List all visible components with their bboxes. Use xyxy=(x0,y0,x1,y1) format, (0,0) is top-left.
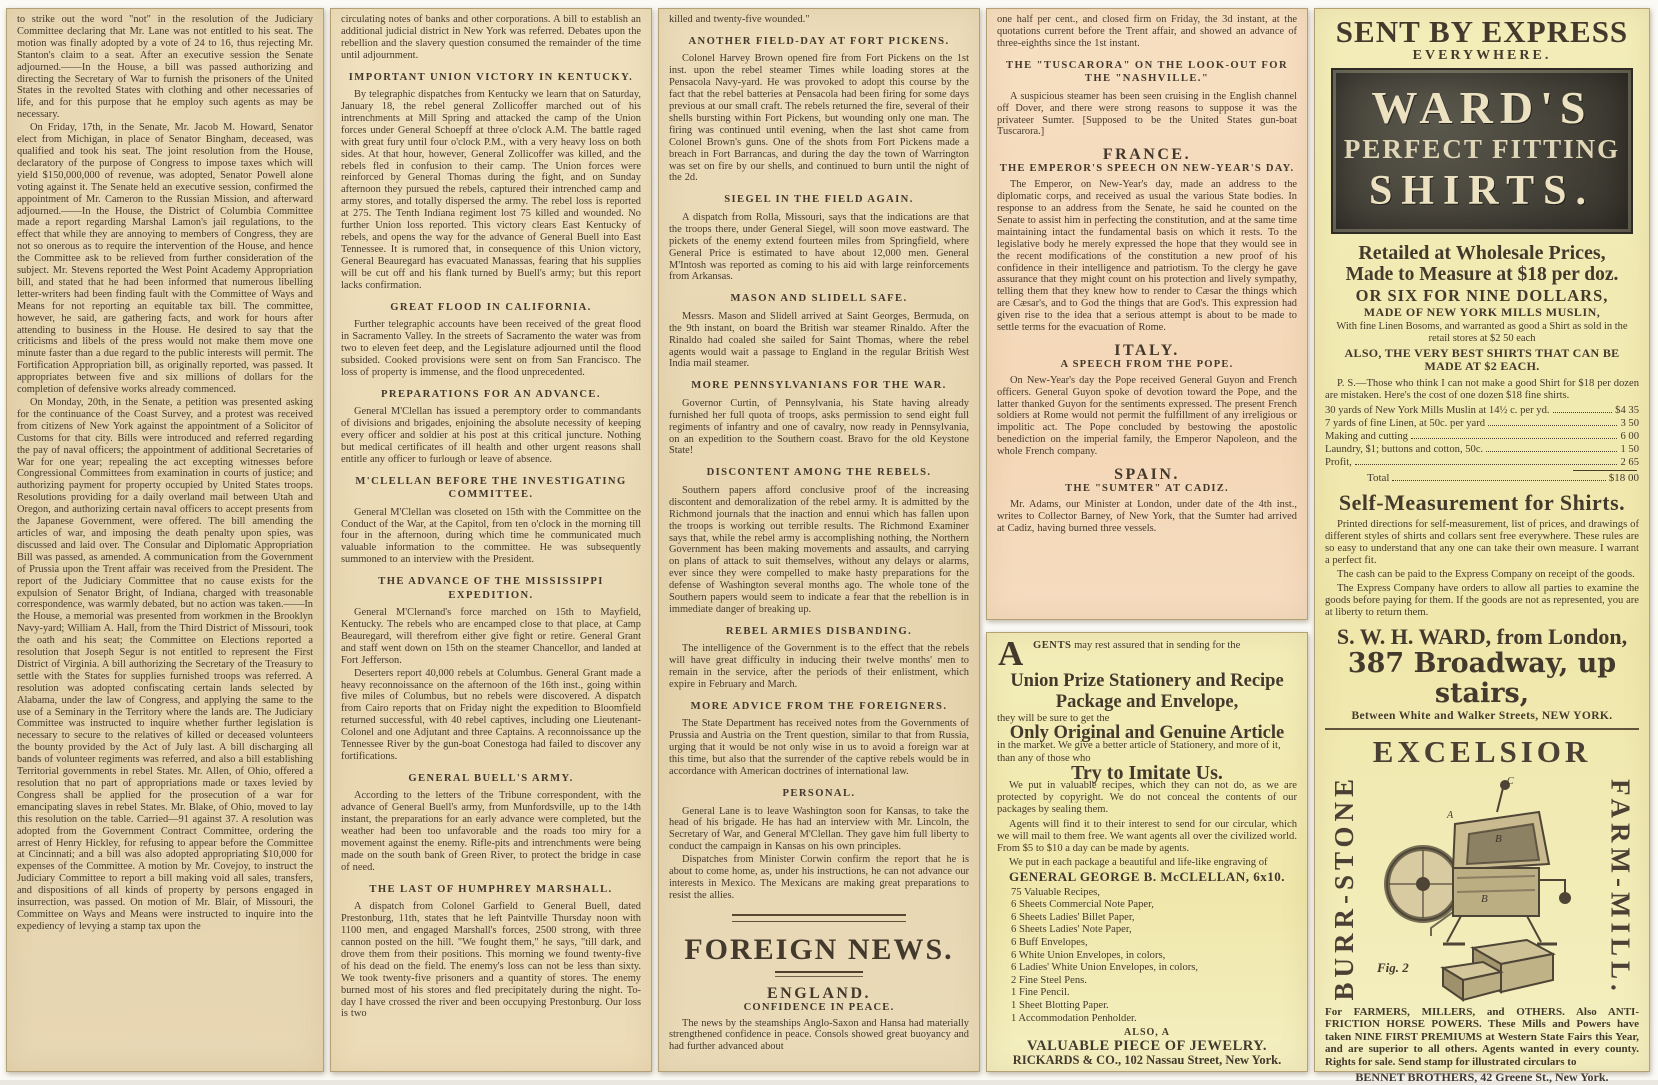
best-shirts-line: ALSO, THE VERY BEST SHIRTS THAT CAN BE MADE AT $2 EACH. xyxy=(1344,345,1620,374)
postscript-paragraph: P. S.—Those who think I can not make a good Shirt for $18 per dozen are mistaken. Here's the cost of one dozen $18 fine shirts. xyxy=(1325,377,1639,401)
muslin-line: MADE OF NEW YORK MILLS MUSLIN, xyxy=(1363,305,1601,319)
wards-brand: WARD'S xyxy=(1371,82,1593,133)
self-measurement-heading: Self-Measurement for Shirts. xyxy=(1338,489,1626,515)
divider-rule xyxy=(775,971,863,977)
article-headline: GREAT FLOOD IN CALIFORNIA. xyxy=(390,301,592,313)
news-clipping-europe xyxy=(986,8,1308,620)
cost-total-row xyxy=(1325,472,1639,484)
article-subheadline: THE "SUMTER" AT CADIZ. xyxy=(1065,483,1229,494)
excelsior-figure-block xyxy=(1325,772,1639,1004)
article-paragraph: to strike out the word "not" in the resolution of the Judiciary Committee declaring that Mr. Lane was not entitled to his seat. The motion was finally adopted by a vote of 24 to 16, thus rejecting Mr. Stanton's claim to a seat. After an executive session the Senate adjourned.——In the House, a bill was passed authorizing and directing the Secretary of War to furnish the prisoners of the United States in the revolted States with clothing and other necessaries of life, and for this purpose that he employ such agents as may be necessary. xyxy=(17,14,313,121)
farm-mill-vertical-label: FARM-MILL. xyxy=(1605,779,1636,996)
ad-product-title-line2: Package and Envelope, xyxy=(1055,692,1239,712)
column-foreign-and-ad xyxy=(986,8,1308,1072)
wards-and-excelsior-ads xyxy=(1314,8,1650,1084)
article-paragraph: General M'Clellan has issued a peremptory order to commandants of divisions and brigades, enjoining the absolute necessity of keeping every officer and soldier at his post at this critical juncture. Nothing but medical certificates of ill health and other urgent reasons shall entitle any officer to furlough or leave of absence. xyxy=(341,406,641,465)
article-headline: MORE PENNSYLVANIANS FOR THE WAR. xyxy=(691,380,947,392)
agents-stationery-ad xyxy=(986,632,1308,1072)
cost-row: Laundry, $1; buttons and cotton, 50c. 1 50 xyxy=(1325,443,1639,455)
ad-opening-line xyxy=(997,634,1297,673)
article-subheadline: THE EMPEROR'S SPEECH ON NEW-YEAR'S DAY. xyxy=(999,163,1295,175)
package-contents-item: 6 White Union Envelopes, in colors, xyxy=(1011,949,1166,961)
svg-text:B: B xyxy=(1481,892,1488,905)
article-paragraph: A dispatch from Rolla, Missouri, says that the indications are that the troops there, under General Siegel, will soon move eastward. The pickets of the enemy extend fourteen miles from Springfield, where General Price is estimated to have about 12,000 men. General M'Intosh was reported as coming to his aid with large reinforcements from Arkansas. xyxy=(669,211,969,283)
package-contents-item: 6 Sheets Ladies' Billet Paper, xyxy=(1011,911,1135,923)
article-headline: DISCONTENT AMONG THE REBELS. xyxy=(706,467,932,479)
news-clipping-foreign-news xyxy=(658,8,980,1072)
ad-engraving-name: GENERAL GEORGE B. McCLELLAN, 6x10. xyxy=(1009,869,1285,885)
news-clipping-congress xyxy=(6,8,324,1072)
country-heading: ENGLAND. xyxy=(766,984,871,1002)
linen-bosoms-line: With fine Linen Bosoms, and warranted as good a Shirt as sold in the retail stores at $2 50 each xyxy=(1336,321,1628,344)
package-contents-item: 75 Valuable Recipes, xyxy=(1011,886,1100,898)
ward-signature-name: S. W. H. WARD, from London, xyxy=(1336,623,1628,649)
ad-engraving-paragraph: We put in each package a beautiful and life-like engraving of xyxy=(1009,857,1268,869)
farm-mill-engraving xyxy=(1363,772,1601,1004)
cost-row: 7 yards of fine Linen, at 50c. per yard 3 50 xyxy=(1325,417,1639,429)
article-headline: REBEL ARMIES DISBANDING. xyxy=(725,625,913,637)
package-contents-item: 1 Accommodation Penholder. xyxy=(1011,1012,1137,1024)
article-paragraph: The intelligence of the Government is to the effect that the rebels will have great difficulty in inducing their twelve months' men to remain in the service, after the periods of their enlistment, which expire in February and March. xyxy=(669,643,969,691)
article-headline: IMPORTANT UNION VICTORY IN KENTUCKY. xyxy=(348,71,634,83)
article-headline: THE "TUSCARORA" ON THE LOOK-OUT FOR THE "NASHVILLE." xyxy=(1006,59,1288,85)
news-clipping-kentucky-victory xyxy=(330,8,652,1072)
article-paragraph: Messrs. Mason and Slidell arrived at Saint Georges, Bermuda, on the 9th instant, on board the British war steamer Rinaldo. After the Rinaldo had coaled she sailed for Saint Thomas, where the rebel agents would wait a passage to England in the regular British West India mail steamer. xyxy=(669,310,969,370)
article-headline: GENERAL BUELL'S ARMY. xyxy=(408,772,574,784)
ad-recipes-paragraph: We put in valuable recipes, which they can not do, as we are protected by copyright. We do not conceal the contents of our packages by sealing them. xyxy=(997,780,1297,816)
article-paragraph: A dispatch from Colonel Garfield to General Buell, dated Prestonburg, 11th, states that he left Paintville Thursday noon with 1100 men, and engaged Marshall's forces, 2500 strong, with three cannon posted on the hill. "We fought them," he says, "till dark, and drove them from their positions. This morning we found twenty-five of his dead on the field. The enemy's loss can not be less than sixty. We took twenty-five prisoners and a quantity of stores. The enemy burned most of his stores and fled precipitately during the night. To-day I have crossed the river and been occupying Prestonburg. Our loss is two xyxy=(341,901,641,1020)
column-war-news-1 xyxy=(330,8,652,1072)
retail-price-line1: Retailed at Wholesale Prices, xyxy=(1358,242,1606,264)
article-headline: THE LAST OF HUMPHREY MARSHALL. xyxy=(369,883,613,895)
article-subheadline: A SPEECH FROM THE POPE. xyxy=(1060,358,1234,370)
wards-shirts-plate xyxy=(1331,68,1633,234)
country-heading: FRANCE. xyxy=(1102,146,1192,164)
package-contents-item: 6 Ladies' White Union Envelopes, in colors, xyxy=(1011,962,1199,974)
ad-genuine-line: Only Original and Genuine Article xyxy=(1009,723,1285,744)
self-measurement-paragraph-1: Printed directions for self-measurement, list of prices, and drawings of different styles of shirts and collars sent free everywhere. These rules are so easy to understand that any one can take their own measure. I warrant a perfect fit. xyxy=(1325,518,1639,567)
divider-rule xyxy=(732,914,906,922)
article-paragraph: one half per cent., and closed firm on Friday, the 3d instant, at the quotations current before the Trent affair, and showed an advance of three-eighths since the 1st instant. xyxy=(997,14,1297,49)
article-paragraph: Further telegraphic accounts have been received of the great flood in Sacramento Valley. In the streets of Sacramento the water was from two to eleven feet deep, and the Legislature adjourned until the flood subsided. Cooked provisions were sent on from San Francisco. The loss of property is immense, and the flood unprecedented. xyxy=(341,319,641,378)
burr-stone-vertical-label: BURR-STONE xyxy=(1328,774,1359,1001)
article-paragraph: Dispatches from Minister Corwin confirm the report that he is about to come home, as, under his instructions, he can not advance our interests in Mexico. The Mexicans are making great preparations to resist the allies. xyxy=(669,854,969,901)
country-heading: ITALY. xyxy=(1114,341,1180,359)
perfect-fitting-line: PERFECT FITTING xyxy=(1343,134,1621,164)
bennet-brothers-address: BENNET BROTHERS, 42 Greene St., New York. xyxy=(1355,1069,1609,1084)
article-subheadline: CONFIDENCE IN PEACE. xyxy=(743,1001,895,1013)
article-headline: PREPARATIONS FOR AN ADVANCE. xyxy=(381,388,601,400)
article-paragraph: The news by the steamships Anglo-Saxon and Hansa had materially strengthened confidence in peace. Consols showed great buoyancy and had further advanced about xyxy=(669,1017,969,1053)
article-headline: PERSONAL. xyxy=(782,788,856,799)
total-dots xyxy=(1392,480,1605,481)
package-contents-item: 1 Sheet Blotting Paper. xyxy=(1011,999,1109,1011)
package-contents-item: 6 Sheets Commercial Note Paper, xyxy=(1011,899,1154,911)
ad-opening-rest: may rest assured that in sending for the xyxy=(1071,640,1241,651)
package-contents-list xyxy=(997,887,1297,1026)
ward-signature-cross-streets: Between White and Walker Streets, NEW YORK. xyxy=(1351,709,1613,722)
article-paragraph: General M'Clellan was closeted on 15th with the Committee on the Conduct of the War, at the Capitol, from ten o'clock in the morning till four in the afternoon, during which time he communicated much valuable information to the committee. He was subsequently summoned to an interview with the President. xyxy=(341,506,641,566)
ad-product-title-line1: Union Prize Stationery and Recipe xyxy=(1010,671,1284,691)
article-paragraph: On Friday, 17th, in the Senate, Mr. Jacob M. Howard, Senator elect from Michigan, in place of Senator Bingham, deceased, was qualified and took his seat. The joint resolution from the House, declaratory of the purpose of Congress to impose taxes which will yield $150,000,000 of revenue, was adopted, Senator Powell alone voting against it. The Senate held an executive session, confirmed the appointment of Mr. Cameron to the Russian Mission, and afterward adjourned.——In the House, the District of Columbia Committee made a report regarding Marshal Lamon's jail regulations, to the effect that while they are annoying to members of Congress, they are not so onerous as to require the intervention of the House, and hence the Committee ask to be relieved from further consideration of the subject. Mr. Stevens reported the West Point Academy Appropriation bill, and stated that he had been informed that numerous libelling letter-writers had been finding fault with the Committee of Ways and Means for not reporting an equitable tax bill. The committee, however, he said, are gathering facts, and work for hours after attending to business in the House. He desired to say that the criticisms and libels of the press would not make them move one minute faster than a due regard to the public interests will permit. The Fortification Appropriation bill, as originally reported, was passed. It appropriates between five and six millions of dollars for the completion of defensive works already commenced. xyxy=(17,122,313,396)
country-heading: SPAIN. xyxy=(1114,466,1180,484)
section-title: FOREIGN NEWS. xyxy=(684,932,954,966)
article-paragraph: killed and twenty-five wounded." xyxy=(669,14,810,25)
ad-agents-paragraph: Agents will find it to their interest to send for our circular, which we will mail to them free. We want agents all over the civilized world. From $5 to $10 a day can be made by agents. xyxy=(997,818,1297,855)
svg-text:C: C xyxy=(1507,775,1514,787)
everywhere-line: EVERYWHERE. xyxy=(1412,48,1552,63)
column-war-news-2 xyxy=(658,8,980,1072)
column-ads xyxy=(1314,8,1650,1084)
ad-imitate-line: Try to Imitate Us. xyxy=(1071,761,1223,784)
dropcap-letter: A xyxy=(998,634,1024,673)
article-paragraph: Governor Curtin, of Pennsylvania, his State having already furnished her full quota of troops, asks permission to send eight full regiments of infantry and one of cavalry, now ready in Pennsylvania, on an expedition to the Southern coast. Bravo for the old Keystone State! xyxy=(669,397,969,457)
ad-jewelry-line: VALUABLE PIECE OF JEWELRY. xyxy=(1027,1038,1267,1055)
ad-rickards-address: RICKARDS & CO., 102 Nassau Street, New York. xyxy=(1012,1052,1282,1067)
article-paragraph: Mr. Adams, our Minister at London, under date of the 4th inst., writes to Collector Barney, of New York, that the Sumter had arrived at Cadiz, having burned three vessels. xyxy=(997,498,1297,534)
total-value: $18 00 xyxy=(1608,471,1639,484)
article-headline: SIEGEL IN THE FIELD AGAIN. xyxy=(724,194,914,206)
article-paragraph: Colonel Harvey Brown opened fire from Fort Pickens on the 1st inst. upon the rebel steamer Times while loading stores at the Pensacola Navy-yard. He was provoked to adopt this course by the fact that the rebel batteries at Pensacola had been firing for some days previous at our small craft. The rebels returned the fire, several of their shells bursting within Fort Pickens, but wounding only one man. The firing was continued until evening, when the last shot came from Colonel Brown's guns. One of the shots from Fort Pickens made a breach in Fort Barrancas, and during the day the town of Warrington was set on fire by our shells, and continued to burn until the night of the 2d. xyxy=(669,53,969,184)
cost-row: Making and cutting 6 00 xyxy=(1325,430,1639,442)
column-congress xyxy=(6,8,324,1072)
sum-rule xyxy=(1573,470,1637,471)
article-headline: MASON AND SLIDELL SAFE. xyxy=(730,293,908,305)
self-measurement-paragraph-3: The Express Company have orders to allow all parties to examine the goods before paying for them. If the goods are not as represented, you are at liberty to return them. xyxy=(1325,583,1639,619)
article-paragraph: On New-Year's day the Pope received General Guyon and French officers. General Guyon spoke of devotion toward the Pope, and the latter thanked Guyon for the sentiments expressed. The present French soldiers at Rome would not permit the fulfillment of any irreligious or impolitic act. The Pope concluded by bestowing the apostolic benediction on the imperial family, the Emperor Napoleon, and the whole French company. xyxy=(997,374,1297,458)
svg-text:B: B xyxy=(1495,832,1502,845)
ad-sure-line: they will be sure to get the xyxy=(997,713,1110,724)
article-paragraph: According to the letters of the Tribune correspondent, with the advance of General Buell's army, from Munfordsville, up to the 14th instant, the preparations for an early advance were completed, but the weather had been too unfavorable and the roads too miry for a movement against the enemy. Rifle-pits and intrenchments were being made on the south bank of Green River, to protect the bridge in case of need. xyxy=(341,790,641,873)
article-paragraph: Southern papers afford conclusive proof of the increasing discontent and demoralization of the rebel army. It is admitted by the Richmond journals that the inaction and ennui which has fallen upon the troops is working out terrible results. The Richmond Examiner says that, while the rebel army is accomplishing nothing, the Northern Government has been making movements and assaults, and carrying on plans of attack to suit themselves, without any delays or alarms, ever since they were compelled to make hasty preparations for the defense of Washington several months ago. The whole tone of the Southern papers would seem to indicate a fear that the rebellion is in immediate danger of breaking up. xyxy=(669,484,969,615)
cost-table xyxy=(1325,404,1639,469)
svg-text:A: A xyxy=(1447,809,1454,821)
shirts-line: SHIRTS. xyxy=(1368,168,1596,214)
article-paragraph: A suspicious steamer has been seen cruising in the English channel off Dover, and there were strong reasons to suppose it was the privateer Sumter. [Supposed to be the United States gun-boat Tuscarora.] xyxy=(997,90,1297,138)
article-paragraph: circulating notes of banks and other corporations. A bill to establish an additional judicial district in New York was referred. Debates upon the rebellion and the slavery question consumed the remainder of the time until adjournment. xyxy=(341,14,641,61)
article-paragraph: General M'Clernand's force marched on 15th to Mayfield, Kentucky. The rebels who are encamped close to that place, at Camp Beauregard, will therefrom either give fight or retire. General Grant and staff went down on 15th on the steamer Chancellor, and landed at Fort Jefferson. xyxy=(341,607,641,666)
package-contents-item: 2 Fine Steel Pens. xyxy=(1011,974,1087,986)
package-contents-item: 6 Sheets Ladies' Note Paper, xyxy=(1011,924,1132,936)
excelsior-body-text: For FARMERS, MILLERS, and OTHERS. Also ANTI-FRICTION HORSE POWERS. These Mills and Powers have taken NINE FIRST PREMIUMS at Western State Fairs this Year, and are superior to all others. Agents wanted in every county. Rights for sale. Send stamp for illustrated circulars to xyxy=(1325,1005,1639,1068)
article-paragraph: By telegraphic dispatches from Kentucky we learn that on Saturday, January 18, the rebel general Zollicoffer marched out of his intrenchments at Mill Spring and attacked the camp of the Union forces under General Schoepff at three o'clock A.M. The battle raged with great fury until four o'clock P.M., with a very heavy loss on both sides. At that hour, however, General Zollicoffer was killed, and the rebels fled in confusion to their camp. The Union forces were reinforced by General Thomas during the fight, and on Sunday afternoon they pursued the rebels, captured their intrenched camp and army stores, and totally dispersed the army. The rebel loss is reported at 275. The Tenth Indiana regiment lost 75 killed and wounded. No further Union loss reported. This victory clears East Kentucky of rebels, and opens the way for the advance of General Buell into East Tennessee. It is rumored that, in consequence of this Union victory, General Beauregard has evacuated Manassas, fearing that his supplies will be cut off and his flank turned by Buell's army; but this report lacks confirmation. xyxy=(341,89,641,291)
article-headline: ANOTHER FIELD-DAY AT FORT PICKENS. xyxy=(688,35,950,47)
article-paragraph: On Monday, 20th, in the Senate, a petition was presented asking for the continuance of the Coast Survey, and a protest was received from citizens of New York against the appointment of a Solicitor of Customs for that city. Bills were introduced and referred regarding the pay of naval officers; the appointment of additional Secretaries of War for one year; repealing the act excepting witnesses before Congressional Committees from examination in courts of justice; and authorizing payment for property occupied by United States troops. Resolutions providing for a daily overland mail between Utah and Oregon, and authorizing certain naval officers to accept presents from the Japanese Government, were offered. The bill amending the articles of war, and imposing the death penalty upon spies, was discussed and laid over. The Consular and Diplomatic Appropriation Bill was passed, as amended. A communication from the Government of Prussia upon the Trent affair was received from the President. The report of the Judiciary Committee that no cause exists for the expulsion of Senator Bright, of Indiana, charged with treasonable correspondence, was warmly debated, but no action was taken.——In the House, a memorial was presented from workmen in the Brooklyn Navy-yard; William A. Hall, from the Third District of Missouri, took the oath and his seat; the Committee on Elections reported a resolution that Joseph Segur is not entitled to represent the First District of Virginia. A bill authorizing the Secretary of the Treasury to settle with the States for supplies furnished troops was referred. A resolution was adopted confiscating certain lands selected by Alabama, under the law of Congress, and applying the same to the use of a Seminary in the Territory where the lands are. The Judiciary Committee was instructed to inquire whether further legislation is necessary to secure to the relatives of killed or deceased volunteers the bounty provided by the Act of July last. A bill discharging all bands of volunteer regiments was referred, and also a bill establishing Territorial governments in rebel States. Mr. Allen, of Ohio, offered a resolution that no part of appropriations made or taxes levied by Congress shall be applied for the prosecution of a war for emancipating slaves in rebel States. Mr. Blake, of Ohio, moved to lay this resolution on the table. Carried—91 against 37. A resolution was adopted from the Government Contract Committee, ordering the arrest of Henry Hickley, for refusing to appear before the Committee at Cincinnati; and a bill was also adopted appropriating $10,000 for expenses of the Committee. A motion by Mr. Covejoy, to instruct the Judiciary Committee to report a bill making void all sales, transfers, and dispositions of all kinds of property by persons engaged in insurrection, was passed. On motion of Mr. Blair, of Missouri, the Committee on Ways and Means were instructed to inquire into the expediency of levying a stamp tax upon the xyxy=(17,397,313,932)
ad-market-line: in the market. We give a better article of Stationery, and more of it, than any of those who xyxy=(997,740,1281,764)
article-paragraph: The Emperor, on New-Year's day, made an address to the diplomatic corps, and received as usual the various State bodies. In response to an address from the Senate, he said he counted on the Senate to assist him in perfecting the constitution, and at the same time maintaining intact the fundamental basis on which it rests. To the legislative body he merely expressed the hope that they would see in the recent modifications of the constitution a new proof of his confidence in their intelligence and patriotism. To the clergy he gave assurance that they might count on his protection and lively sympathy, telling them that they knew how to render to Cæsar the things which are Cæsar's, and to God the things that are God's. This expression had given rise to the idea that a serious attempt is about to be made to settle terms for the evacuation of Rome. xyxy=(997,179,1297,334)
package-contents-item: 6 Buff Envelopes, xyxy=(1011,937,1088,949)
article-paragraph: General Lane is to leave Washington soon for Kansas, to take the head of his brigade. He has had an interview with Mr. Lincoln, the Secretary of War, and General M'Clellan. They gave him full liberty to conduct the campaign in Kansas on his own principles. xyxy=(669,805,969,853)
self-measurement-paragraph-2: The cash can be paid to the Express Company on receipt of the goods. xyxy=(1337,569,1635,581)
article-paragraph: The State Department has received notes from the Governments of Prussia and Austria on the Trent question, similar to that from Russia, urging that it would be not only wise in us to avoid a foreign war at this time, but also that the surrender of the captive rebels would be in accordance with American doctrines of international law. xyxy=(669,718,969,778)
cost-row: 30 yards of New York Mills Muslin at 14½ c. per yd. $4 35 xyxy=(1325,404,1639,416)
cost-row: Profit, 2 65 xyxy=(1325,456,1639,468)
sent-by-express-banner: SENT BY EXPRESS xyxy=(1335,14,1629,49)
figure-caption: Fig. 2 xyxy=(1377,959,1409,975)
article-paragraph: Deserters report 40,000 rebels at Columbus. General Grant made a heavy reconnoissance on the afternoon of the 16th inst., going within five miles of Columbus, but no rebels were discovered. A dispatch from Cairo reports that on Friday night the expedition to Bloomfield returned successful, with 40 rebel captives, including one Lieutenant-Colonel and one Adjutant and three Captains. A reconnoissance up the Tennessee River by the gun-boat Conestoga had failed to discover any fortifications. xyxy=(341,667,641,762)
package-contents-item: 1 Fine Pencil. xyxy=(1011,987,1070,999)
ad-also-line: ALSO, A xyxy=(1124,1027,1170,1039)
article-headline: M'CLELLAN BEFORE THE INVESTIGATING COMMITTEE. xyxy=(355,475,627,501)
ad-opening-bold: GENTS xyxy=(1033,640,1072,651)
article-headline: MORE ADVICE FROM THE FOREIGNERS. xyxy=(690,700,948,712)
total-label: Total xyxy=(1367,471,1390,484)
excelsior-title: EXCELSIOR xyxy=(1372,733,1592,769)
retail-price-line2: Made to Measure at $18 per doz. xyxy=(1345,264,1619,285)
ad-divider-rule xyxy=(1325,728,1639,730)
article-headline: THE ADVANCE OF THE MISSISSIPPI EXPEDITION. xyxy=(378,576,604,601)
retail-price-line3: OR SIX FOR NINE DOLLARS, xyxy=(1355,286,1609,305)
ward-signature-address: 387 Broadway, up stairs, xyxy=(1347,647,1617,709)
